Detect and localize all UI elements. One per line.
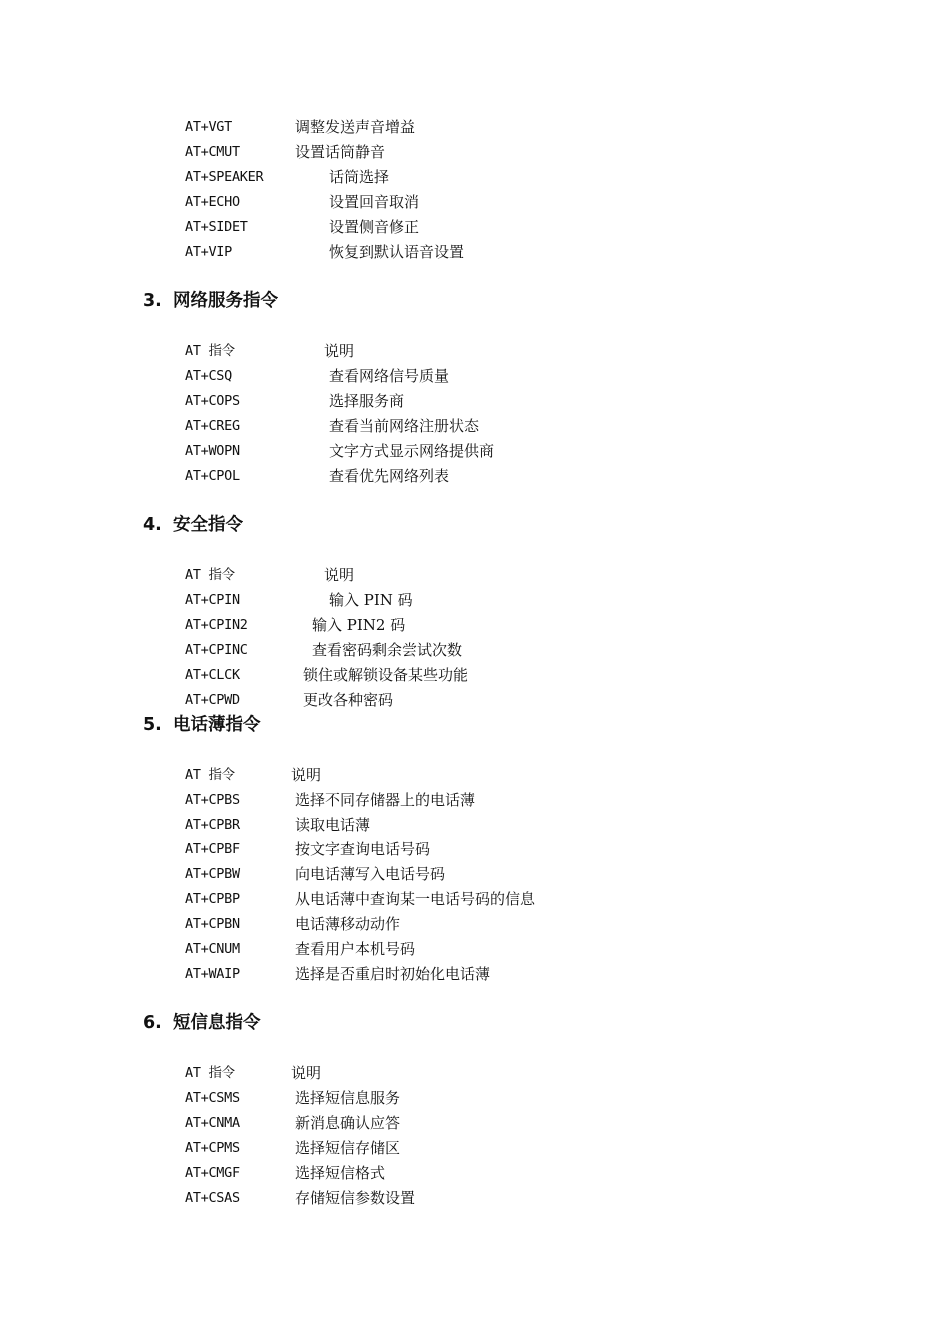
command-description: 设置话筒静音 <box>295 143 386 161</box>
command-name: AT+COPS <box>185 393 240 409</box>
command-description: 文字方式显示网络提供商 <box>329 442 495 460</box>
command-name: AT+CPWD <box>185 692 240 708</box>
command-name: AT+CPINC <box>185 642 248 658</box>
command-name: AT+VGT <box>185 119 232 135</box>
command-name: AT+SIDET <box>185 219 248 235</box>
command-name: AT+CNMA <box>185 1115 240 1131</box>
description-column-header: 说明 <box>291 766 322 784</box>
command-description: 电话薄移动动作 <box>295 915 401 933</box>
command-description: 选择短信存储区 <box>295 1139 401 1157</box>
command-description: 选择短信息服务 <box>295 1089 401 1107</box>
section-number: 4. <box>143 515 162 535</box>
command-description: 存储短信参数设置 <box>295 1189 416 1207</box>
command-name: AT+CREG <box>185 418 240 434</box>
section-title: 电话薄指令 <box>173 715 261 735</box>
command-description: 查看当前网络注册状态 <box>329 417 480 435</box>
command-description: 输入 PIN2 码 <box>312 616 406 634</box>
section-title: 网络服务指令 <box>173 291 278 311</box>
section-heading <box>143 1011 261 1035</box>
command-name: AT+CPMS <box>185 1140 240 1156</box>
command-column-header: AT 指令 <box>185 767 235 783</box>
command-name: AT+CPBW <box>185 866 240 882</box>
section-number: 3. <box>143 291 162 311</box>
command-description: 查看网络信号质量 <box>329 367 450 385</box>
section-title: 安全指令 <box>173 515 243 535</box>
command-name: AT+VIP <box>185 244 232 260</box>
command-name: AT+CSQ <box>185 368 232 384</box>
command-name: AT+CMGF <box>185 1165 240 1181</box>
command-description: 读取电话薄 <box>295 816 371 834</box>
section-heading <box>143 513 243 537</box>
command-name: AT+CPBR <box>185 817 240 833</box>
command-description: 选择短信格式 <box>295 1164 386 1182</box>
command-description: 选择服务商 <box>329 392 405 410</box>
command-name: AT+CPOL <box>185 468 240 484</box>
command-description: 输入 PIN 码 <box>329 591 413 609</box>
command-column-header: AT 指令 <box>185 567 235 583</box>
command-column-header: AT 指令 <box>185 1065 235 1081</box>
command-name: AT+WAIP <box>185 966 240 982</box>
command-name: AT+CSAS <box>185 1190 240 1206</box>
command-description: 新消息确认应答 <box>295 1114 401 1132</box>
command-description: 设置侧音修正 <box>329 218 420 236</box>
command-description: 恢复到默认语音设置 <box>329 243 465 261</box>
command-description: 查看用户本机号码 <box>295 940 416 958</box>
command-name: AT+CNUM <box>185 941 240 957</box>
command-name: AT+CPBN <box>185 916 240 932</box>
command-name: AT+ECHO <box>185 194 240 210</box>
command-name: AT+CPBF <box>185 841 240 857</box>
command-description: 更改各种密码 <box>303 691 394 709</box>
command-name: AT+CSMS <box>185 1090 240 1106</box>
description-column-header: 说明 <box>291 1064 322 1082</box>
section-title: 短信息指令 <box>173 1013 261 1033</box>
section-heading <box>143 289 278 313</box>
command-description: 选择不同存储器上的电话薄 <box>295 791 476 809</box>
command-description: 锁住或解锁设备某些功能 <box>303 666 469 684</box>
command-name: AT+SPEAKER <box>185 169 264 185</box>
command-name: AT+WOPN <box>185 443 240 459</box>
command-description: 查看密码剩余尝试次数 <box>312 641 463 659</box>
command-name: AT+CMUT <box>185 144 240 160</box>
description-column-header: 说明 <box>324 566 355 584</box>
command-description: 设置回音取消 <box>329 193 420 211</box>
command-description: 选择是否重启时初始化电话薄 <box>295 965 491 983</box>
command-description: 查看优先网络列表 <box>329 467 450 485</box>
command-name: AT+CPBS <box>185 792 240 808</box>
section-number: 6. <box>143 1013 162 1033</box>
section-heading <box>143 713 261 737</box>
command-description: 向电话薄写入电话号码 <box>295 865 446 883</box>
command-name: AT+CPBP <box>185 891 240 907</box>
section-number: 5. <box>143 715 162 735</box>
description-column-header: 说明 <box>324 342 355 360</box>
command-description: 从电话薄中查询某一电话号码的信息 <box>295 890 536 908</box>
command-column-header: AT 指令 <box>185 343 235 359</box>
command-name: AT+CLCK <box>185 667 240 683</box>
command-name: AT+CPIN2 <box>185 617 248 633</box>
command-name: AT+CPIN <box>185 592 240 608</box>
command-description: 调整发送声音增益 <box>295 118 416 136</box>
command-description: 话筒选择 <box>329 168 390 186</box>
command-description: 按文字查询电话号码 <box>295 840 431 858</box>
